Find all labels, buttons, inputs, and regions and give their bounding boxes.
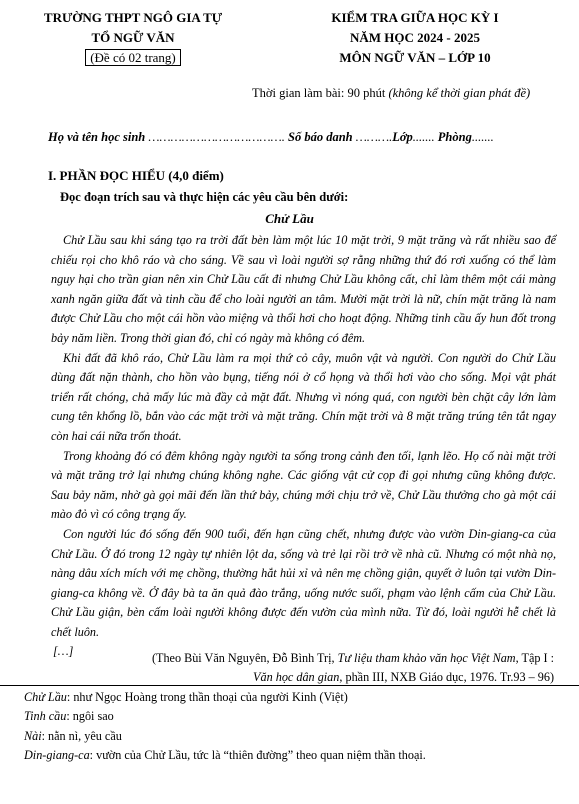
class-field[interactable]: .......	[412, 130, 435, 144]
student-id-label: Số báo danh	[288, 130, 353, 144]
passage-title: Chử Lầu	[265, 211, 314, 226]
time-limit	[252, 86, 572, 101]
source-citation	[60, 649, 554, 687]
passage-paragraph-4: Con người lúc đó sống đến 900 tuổi, đến hạn cũng chết, nhưng được vào vườn Din-giang-ca của Chử Lầu. Ở đó trong 12 ngày tự nhiên lột da, sống và trẻ lại rồi trở về nhà cũ. Nhưng có một nhà nọ, nàng dâu xích mích với mẹ chồng, thường hắt hủi xỉ vả nên mẹ chồng giận, quyết ở luôn tại vườn Din-giang-ca không về. Ở đây bà ta ăn quả đào trắng, uống nước suối, phạm vào lệnh cấm của Chử Lầu. Chử Lầu giận, bèn cấm loài người không được đến vườn của mình nữa. Từ đó, loài người hễ chết là chết luôn.	[51, 526, 556, 639]
note-item	[24, 688, 564, 707]
glossary-notes	[24, 688, 564, 766]
student-id-field[interactable]: ……….	[355, 130, 393, 144]
passage-paragraph-3: Trong khoảng đó có đêm không ngày người ta sống trong cảnh đen tối, lạnh lẽo. Họ cố nài mặt trời và mặt trăng trở lại nhưng chúng không nghe. Các giống vật cử cọp đi gọi nhưng cũng không được. Sau bảy năm, nhờ gà gọi mãi đến lần thứ bảy, chúng mới chịu trở về, Chử Lầu thưởng cho gà một cái mào đỏ vì có công trạng ấy.	[51, 448, 556, 522]
school-header	[18, 8, 248, 68]
source-authors: (Theo Bùi Văn Nguyên, Đỗ Bình Trị,	[151, 651, 338, 665]
page-count-box: (Đề có 02 trang)	[85, 49, 181, 66]
section-title: I. PHẦN ĐỌC HIỂU (4,0 điểm)	[48, 168, 224, 183]
class-label: Lớp	[392, 130, 413, 144]
note-definition: : nằn nì, yêu cầu	[41, 728, 122, 743]
source-subtitle: Văn học dân gian	[253, 670, 340, 684]
passage-ellipsis: […]	[53, 644, 74, 659]
room-label: Phòng	[437, 130, 472, 144]
passage-paragraph-1: Chử Lầu sau khi sáng tạo ra trời đất bèn làm một lúc 10 mặt trời, 9 mặt trăng và rất nhiều sao để chiếu rọi cho khô ráo và cho sáng. Về sau vì loài người sợ rằng những thứ đó rơi xuống có thể làm nguy hại cho trần gian nên xin Chử Lầu cất đi nhưng Chử Lầu không cất, chỉ làm thêm một cái màng xanh ngăn giữa đất và tinh cầu để cho loài người an tâm. Mười mặt trời là nữ, chín mặt trăng là nam được Chử Lầu cho một cái hồn vào miệng và thổi hơi cho hoạt động. Những tinh cầu ấy hun đốt trong bảy năm liền. Trong thời gian đó, chỉ có ngày mà không có đêm.	[51, 233, 556, 345]
exam-header	[275, 8, 555, 68]
school-year: NĂM HỌC 2024 - 2025	[350, 30, 480, 45]
note-item	[24, 727, 564, 746]
subject-title: MÔN NGỮ VĂN – LỚP 10	[339, 50, 491, 65]
student-name-field[interactable]: ……………………………….	[148, 130, 285, 144]
source-volume: , Tập I :	[515, 651, 554, 665]
school-name: TRƯỜNG THPT NGÔ GIA TỰ	[43, 10, 223, 25]
note-definition: : vườn của Chử Lầu, tức là “thiên đường” theo quan niệm thần thoại.	[89, 748, 426, 763]
note-item	[24, 707, 564, 726]
time-limit-value: Thời gian làm bài: 90 phút	[252, 86, 386, 100]
note-term: Nài	[24, 728, 42, 743]
department-name: TỔ NGỮ VĂN	[91, 30, 175, 45]
source-book-title: Tư liệu tham khảo văn học Việt Nam	[337, 651, 516, 665]
passage-paragraph-2: Khi đất đã khô ráo, Chử Lầu làm ra mọi thứ cỏ cây, muôn vật và người. Con người do Chử Lầu dùng đất nặn thành, cho hồn vào bụng, tiếng nói ở cổ họng và thổi hơi vào cho sống. Mọi vật phát triển rất chóng, chả mấy lúc mà đầy cả mặt đất. Nhưng vì nóng quá, con người bèn chặt cây lớn làm cung tên khổng lồ, bắn vào các mặt trời và mặt trăng. Chín mặt trời và 8 mặt trăng trúng tên tắt ngay còn hai cái nữa trốn thoát.	[51, 350, 556, 443]
note-item	[24, 746, 564, 765]
note-term: Din-giang-ca	[24, 748, 90, 763]
time-limit-note: (không kể thời gian phát đề)	[388, 86, 531, 100]
student-name-label: Họ và tên học sinh	[48, 130, 146, 144]
exam-title: KIỂM TRA GIỮA HỌC KỲ I	[331, 10, 499, 25]
note-term: Chử Lầu	[24, 690, 67, 704]
page-count-note	[18, 48, 248, 68]
passage-body	[51, 231, 556, 662]
student-info-line	[48, 130, 568, 145]
notes-divider	[0, 685, 579, 686]
note-definition: : ngôi sao	[66, 709, 114, 724]
section-instruction: Đọc đoạn trích sau và thực hiện các yêu cầu bên dưới:	[60, 190, 349, 204]
source-line-1	[60, 649, 554, 668]
room-field[interactable]: .......	[471, 130, 494, 144]
note-term: Tinh cầu	[24, 709, 67, 724]
note-definition: : như Ngọc Hoàng trong thần thoại của người Kinh (Việt)	[66, 690, 348, 704]
source-publication: , phần III, NXB Giáo dục, 1976. Tr.93 – 96)	[339, 670, 554, 684]
